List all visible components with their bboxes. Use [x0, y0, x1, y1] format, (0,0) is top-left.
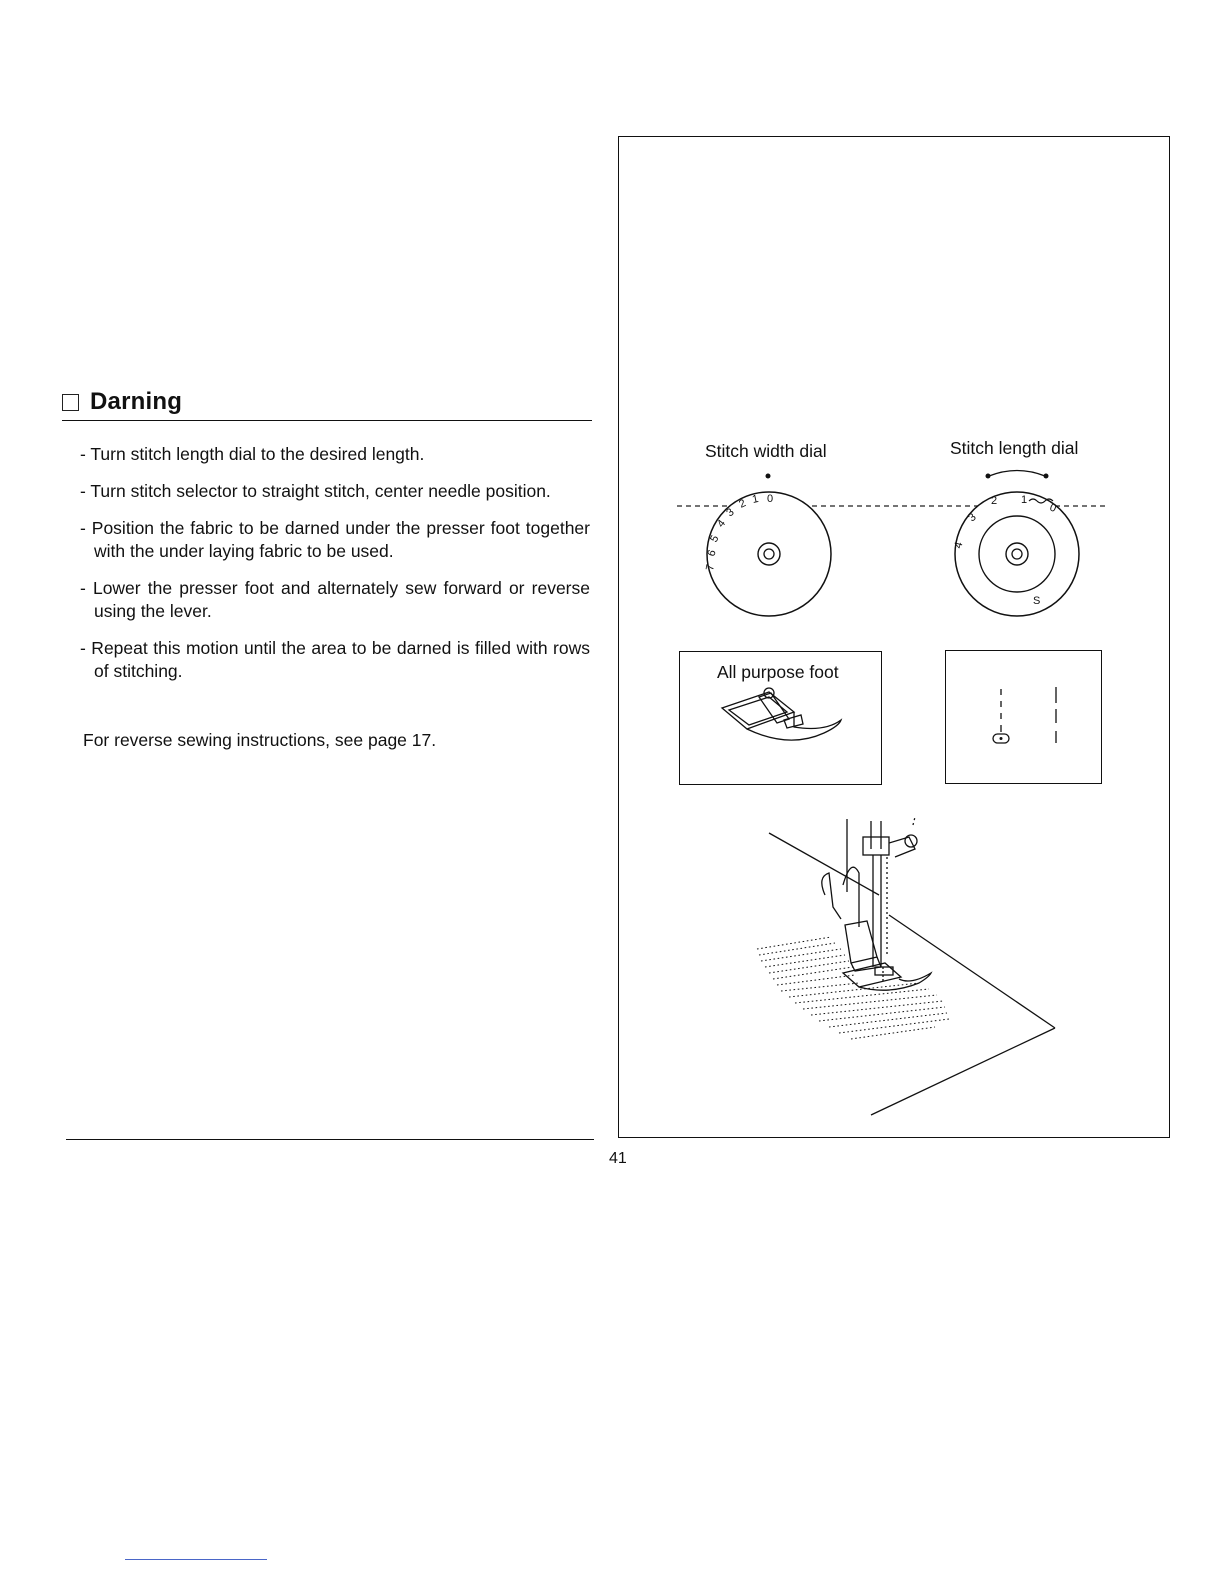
length-dial-number: 1	[1021, 494, 1028, 506]
width-dial-number: 6	[705, 548, 719, 558]
bottom-rule	[66, 1139, 594, 1140]
darning-scene-illustration	[757, 817, 1055, 1115]
foot-label: All purpose foot	[717, 662, 839, 682]
width-dial-number: 5	[708, 533, 722, 545]
fabric-edge	[871, 1028, 1055, 1115]
darning-figure	[618, 136, 1170, 1138]
section-heading	[62, 388, 182, 416]
stitch-pattern-panel	[945, 650, 1102, 784]
length-dial-number: 2	[991, 495, 998, 507]
page-number: 41	[609, 1150, 627, 1167]
instruction-list	[80, 443, 590, 697]
length-dial-number: 0	[1047, 501, 1058, 515]
width-dial-number: 1	[751, 492, 760, 506]
fabric-edge	[889, 915, 1055, 1028]
instruction-step: - Position the fabric to be darned under the presser foot together with the under laying fabric to be used.	[80, 518, 590, 561]
length-dial-number: 4	[952, 540, 966, 550]
instruction-step: - Turn stitch selector to straight stitch, center needle position.	[80, 481, 551, 501]
width-dial-number: 4	[714, 517, 729, 530]
width-dial-label: Stitch width dial	[705, 441, 827, 461]
darning-stitches	[757, 937, 949, 1039]
width-dial-marker	[766, 474, 771, 479]
instruction-step: - Repeat this motion until the area to be darned is filled with rows of stitching.	[80, 638, 590, 681]
foot-panel	[679, 651, 882, 785]
reverse-sewing-note: For reverse sewing instructions, see page 17.	[83, 730, 437, 750]
heading-rule	[62, 420, 592, 421]
section-title: Darning	[90, 388, 183, 415]
figure-drawing	[619, 137, 1171, 1139]
stitch-length-dial-icon	[955, 471, 1079, 617]
footer-link-line	[125, 1559, 267, 1560]
instruction-step: - Lower the presser foot and alternately sew forward or reverse using the lever.	[80, 578, 590, 621]
instruction-step: - Turn stitch length dial to the desired length.	[80, 444, 425, 464]
width-dial-number: 2	[737, 497, 748, 511]
checkbox-icon	[62, 394, 79, 411]
width-dial-number: 7	[704, 563, 718, 572]
length-dial-label: Stitch length dial	[950, 438, 1079, 458]
length-dial-number: S	[1033, 595, 1041, 607]
length-dial-number: 3	[966, 511, 979, 525]
width-dial-number: 3	[724, 506, 737, 520]
width-dial-number: 0	[767, 493, 774, 505]
